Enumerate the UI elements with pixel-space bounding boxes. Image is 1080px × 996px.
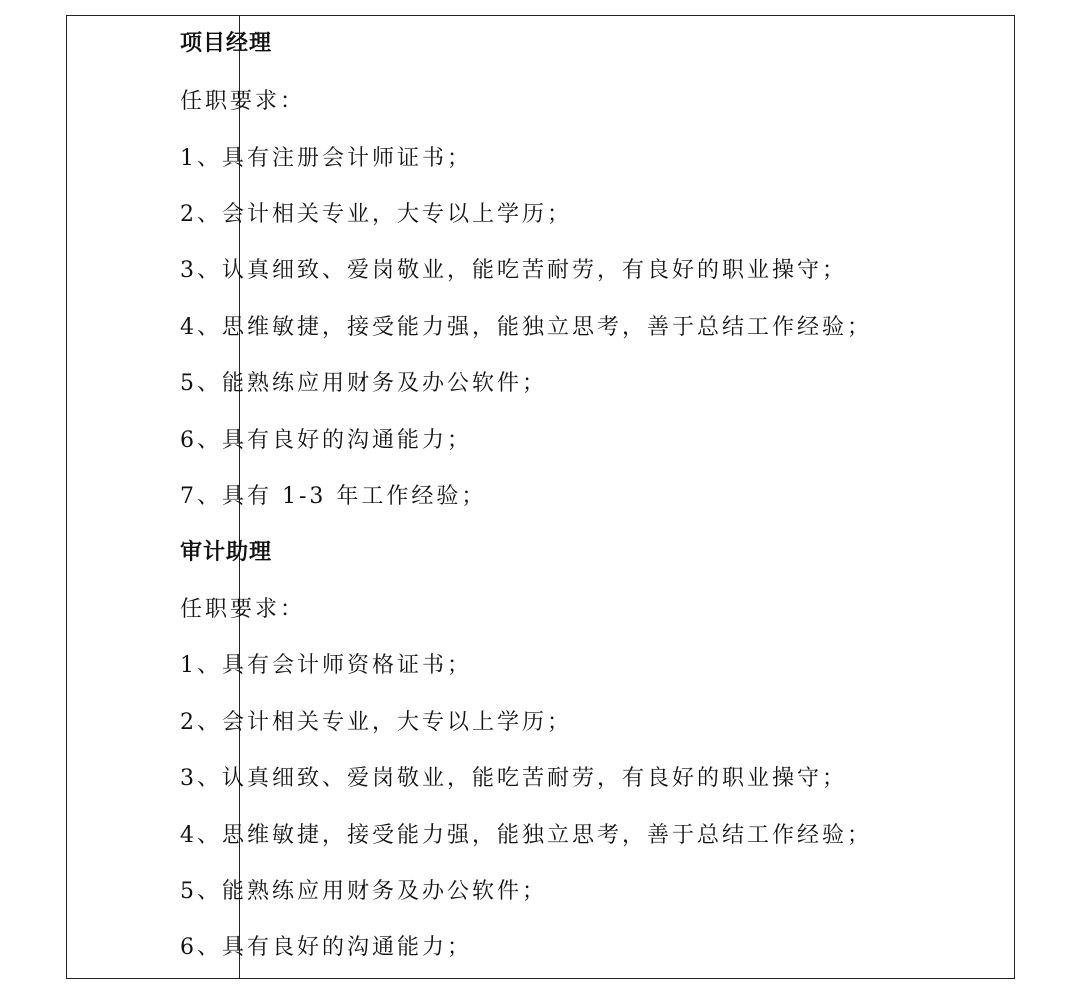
requirement-item: 2、会计相关专业，大专以上学历；: [180, 202, 572, 227]
requirement-item: 7、具有 1-3 年工作经验；: [180, 484, 487, 509]
requirement-item: 3、认真细致、爱岗敬业，能吃苦耐劳，有良好的职业操守；: [180, 258, 847, 283]
section-title-audit-assistant: 审计助理: [180, 540, 273, 565]
section-title-project-manager: 项目经理: [180, 31, 273, 56]
requirement-item: 3、认真细致、爱岗敬业，能吃苦耐劳，有良好的职业操守；: [180, 766, 847, 791]
requirement-item: 2、会计相关专业，大专以上学历；: [180, 710, 572, 735]
requirement-item: 5、能熟练应用财务及办公软件；: [180, 371, 547, 396]
requirement-item: 5、能熟练应用财务及办公软件；: [180, 879, 547, 904]
requirement-item: 4、思维敏捷，接受能力强，能独立思考，善于总结工作经验；: [180, 823, 872, 848]
requirement-item: 6、具有良好的沟通能力；: [180, 428, 472, 453]
requirement-item: 6、具有良好的沟通能力；: [180, 935, 472, 960]
section-subtitle: 任职要求：: [180, 89, 306, 114]
requirement-item: 1、具有注册会计师证书；: [180, 146, 472, 171]
section-subtitle: 任职要求：: [180, 597, 306, 622]
requirement-item: 1、具有会计师资格证书；: [180, 653, 472, 678]
requirement-item: 4、思维敏捷，接受能力强，能独立思考，善于总结工作经验；: [180, 315, 872, 340]
